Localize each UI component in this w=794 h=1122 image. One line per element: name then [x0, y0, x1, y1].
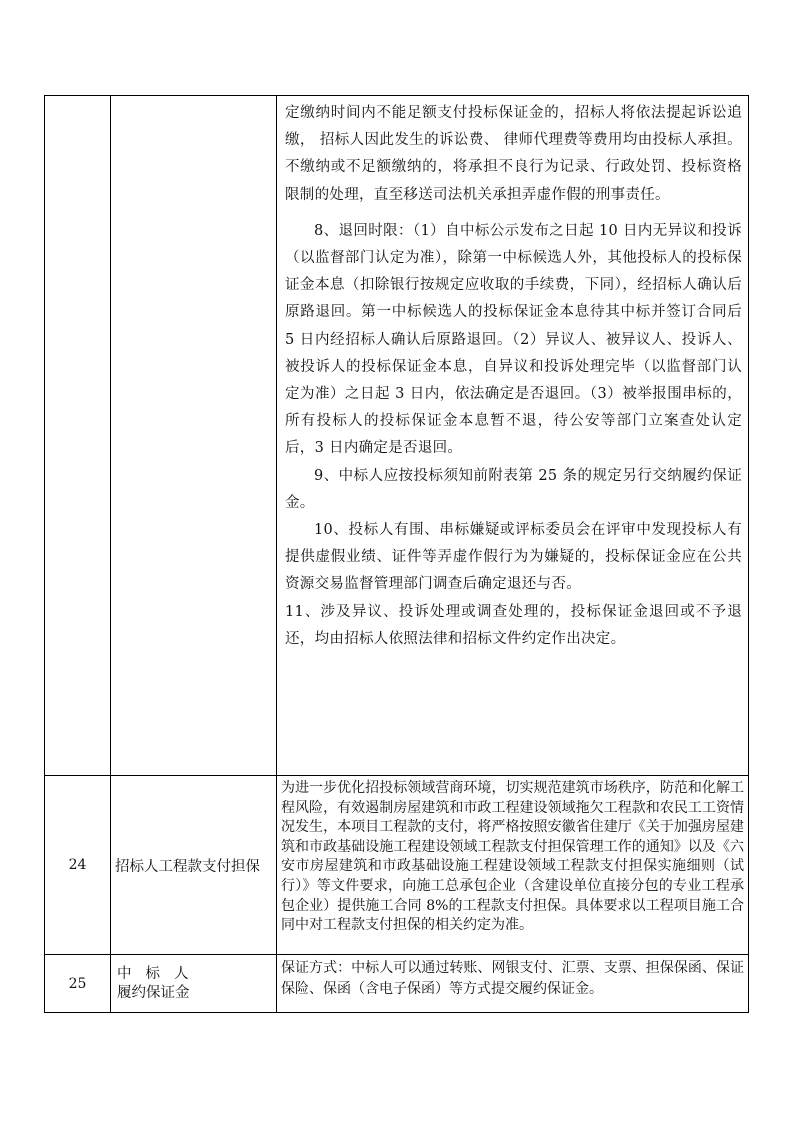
- row-content: [277, 96, 748, 775]
- paragraph-refund-time-limit: 8、退回时限：（1）自中标公示发布之日起 10 日内无异议和投诉（以监督部门认定为准），除第一中标候选人外，其他投标人的投标保证金本息（扣除银行按规定应收取的手续费，下同），经招标人确认后原路退回。第一中标候选人的投标保证金本息待其中标并签订合同后 5 日内经招标人确认后原路退回。（2）异议人、被异议人、投诉人、被投诉人的投标保证金本息，自异议和投诉处理完毕（以监督部门认定为准）之日起 3 日内，依法确定是否退回。（3）被举报围串标的，所有投标人的投标保证金本息暂不退，待公安等部门立案查处认定后，3 日内确定是否退回。: [285, 222, 742, 457]
- row-item: 招标人工程款支付担保: [111, 776, 277, 954]
- row-number: 24: [45, 776, 111, 954]
- row-item-line2: 履约保证金: [117, 984, 190, 1001]
- row-item: [111, 955, 277, 1012]
- row-item: [111, 96, 277, 775]
- table-row: [44, 776, 749, 955]
- row-content: 保证方式：中标人可以通过转账、网银支付、汇票、支票、担保保函、保证保险、保函（含电子保函）等方式提交履约保证金。: [281, 960, 744, 997]
- paragraph-performance-bond: 9、中标人应按投标须知前附表第 25 条的规定另行交纳履约保证金。: [285, 467, 742, 511]
- row-number: 25: [45, 955, 111, 1012]
- table-row: [44, 95, 749, 776]
- row-number: [45, 96, 111, 775]
- paragraph-bid-bond-recovery: 定缴纳时间内不能足额支付投标保证金的，招标人将依法提起诉讼追缴， 招标人因此发生的诉讼费、 律师代理费等费用均由投标人承担。不缴纳或不足额缴纳的，将承担不良行为记录、行政处罚、投标资格限制的处理，直至移送司法机关承担弄虚作假的刑事责任。: [285, 105, 742, 203]
- paragraph-dispute-handling: 11、涉及异议、投诉处理或调查处理的，投标保证金退回或不予退还，均由招标人依照法律和招标文件约定作出决定。: [285, 603, 742, 647]
- table-row: [44, 955, 749, 1013]
- row-content: 为进一步优化招投标领域营商环境，切实规范建筑市场秩序，防范和化解工程风险，有效遏制房屋建筑和市政工程建设领域拖欠工程款和农民工工资情况发生，本项目工程款的支付，将严格按照安徽省住建厅《关于加强房屋建筑和市政基础设施工程建设领域工程款支付担保管理工作的通知》以及《六安市房屋建筑和市政基础设施工程建设领域工程款支付担保实施细则（试行）》等文件要求，向施工总承包企业（含建设单位直接分包的专业工程承包企业）提供施工合同 8%的工程款支付担保。具体要求以工程项目施工合同中对工程款支付担保的相关约定为准。: [281, 780, 744, 934]
- paragraph-collusion-suspicion: 10、投标人有围、串标嫌疑或评标委员会在评审中发现投标人有提供虚假业绩、证件等弄虚作假行为为嫌疑的，投标保证金应在公共资源交易监督管理部门调查后确定退还与否。: [285, 522, 742, 593]
- bid-requirements-table: [44, 95, 749, 1013]
- row-item-line1: 中标人: [117, 965, 203, 982]
